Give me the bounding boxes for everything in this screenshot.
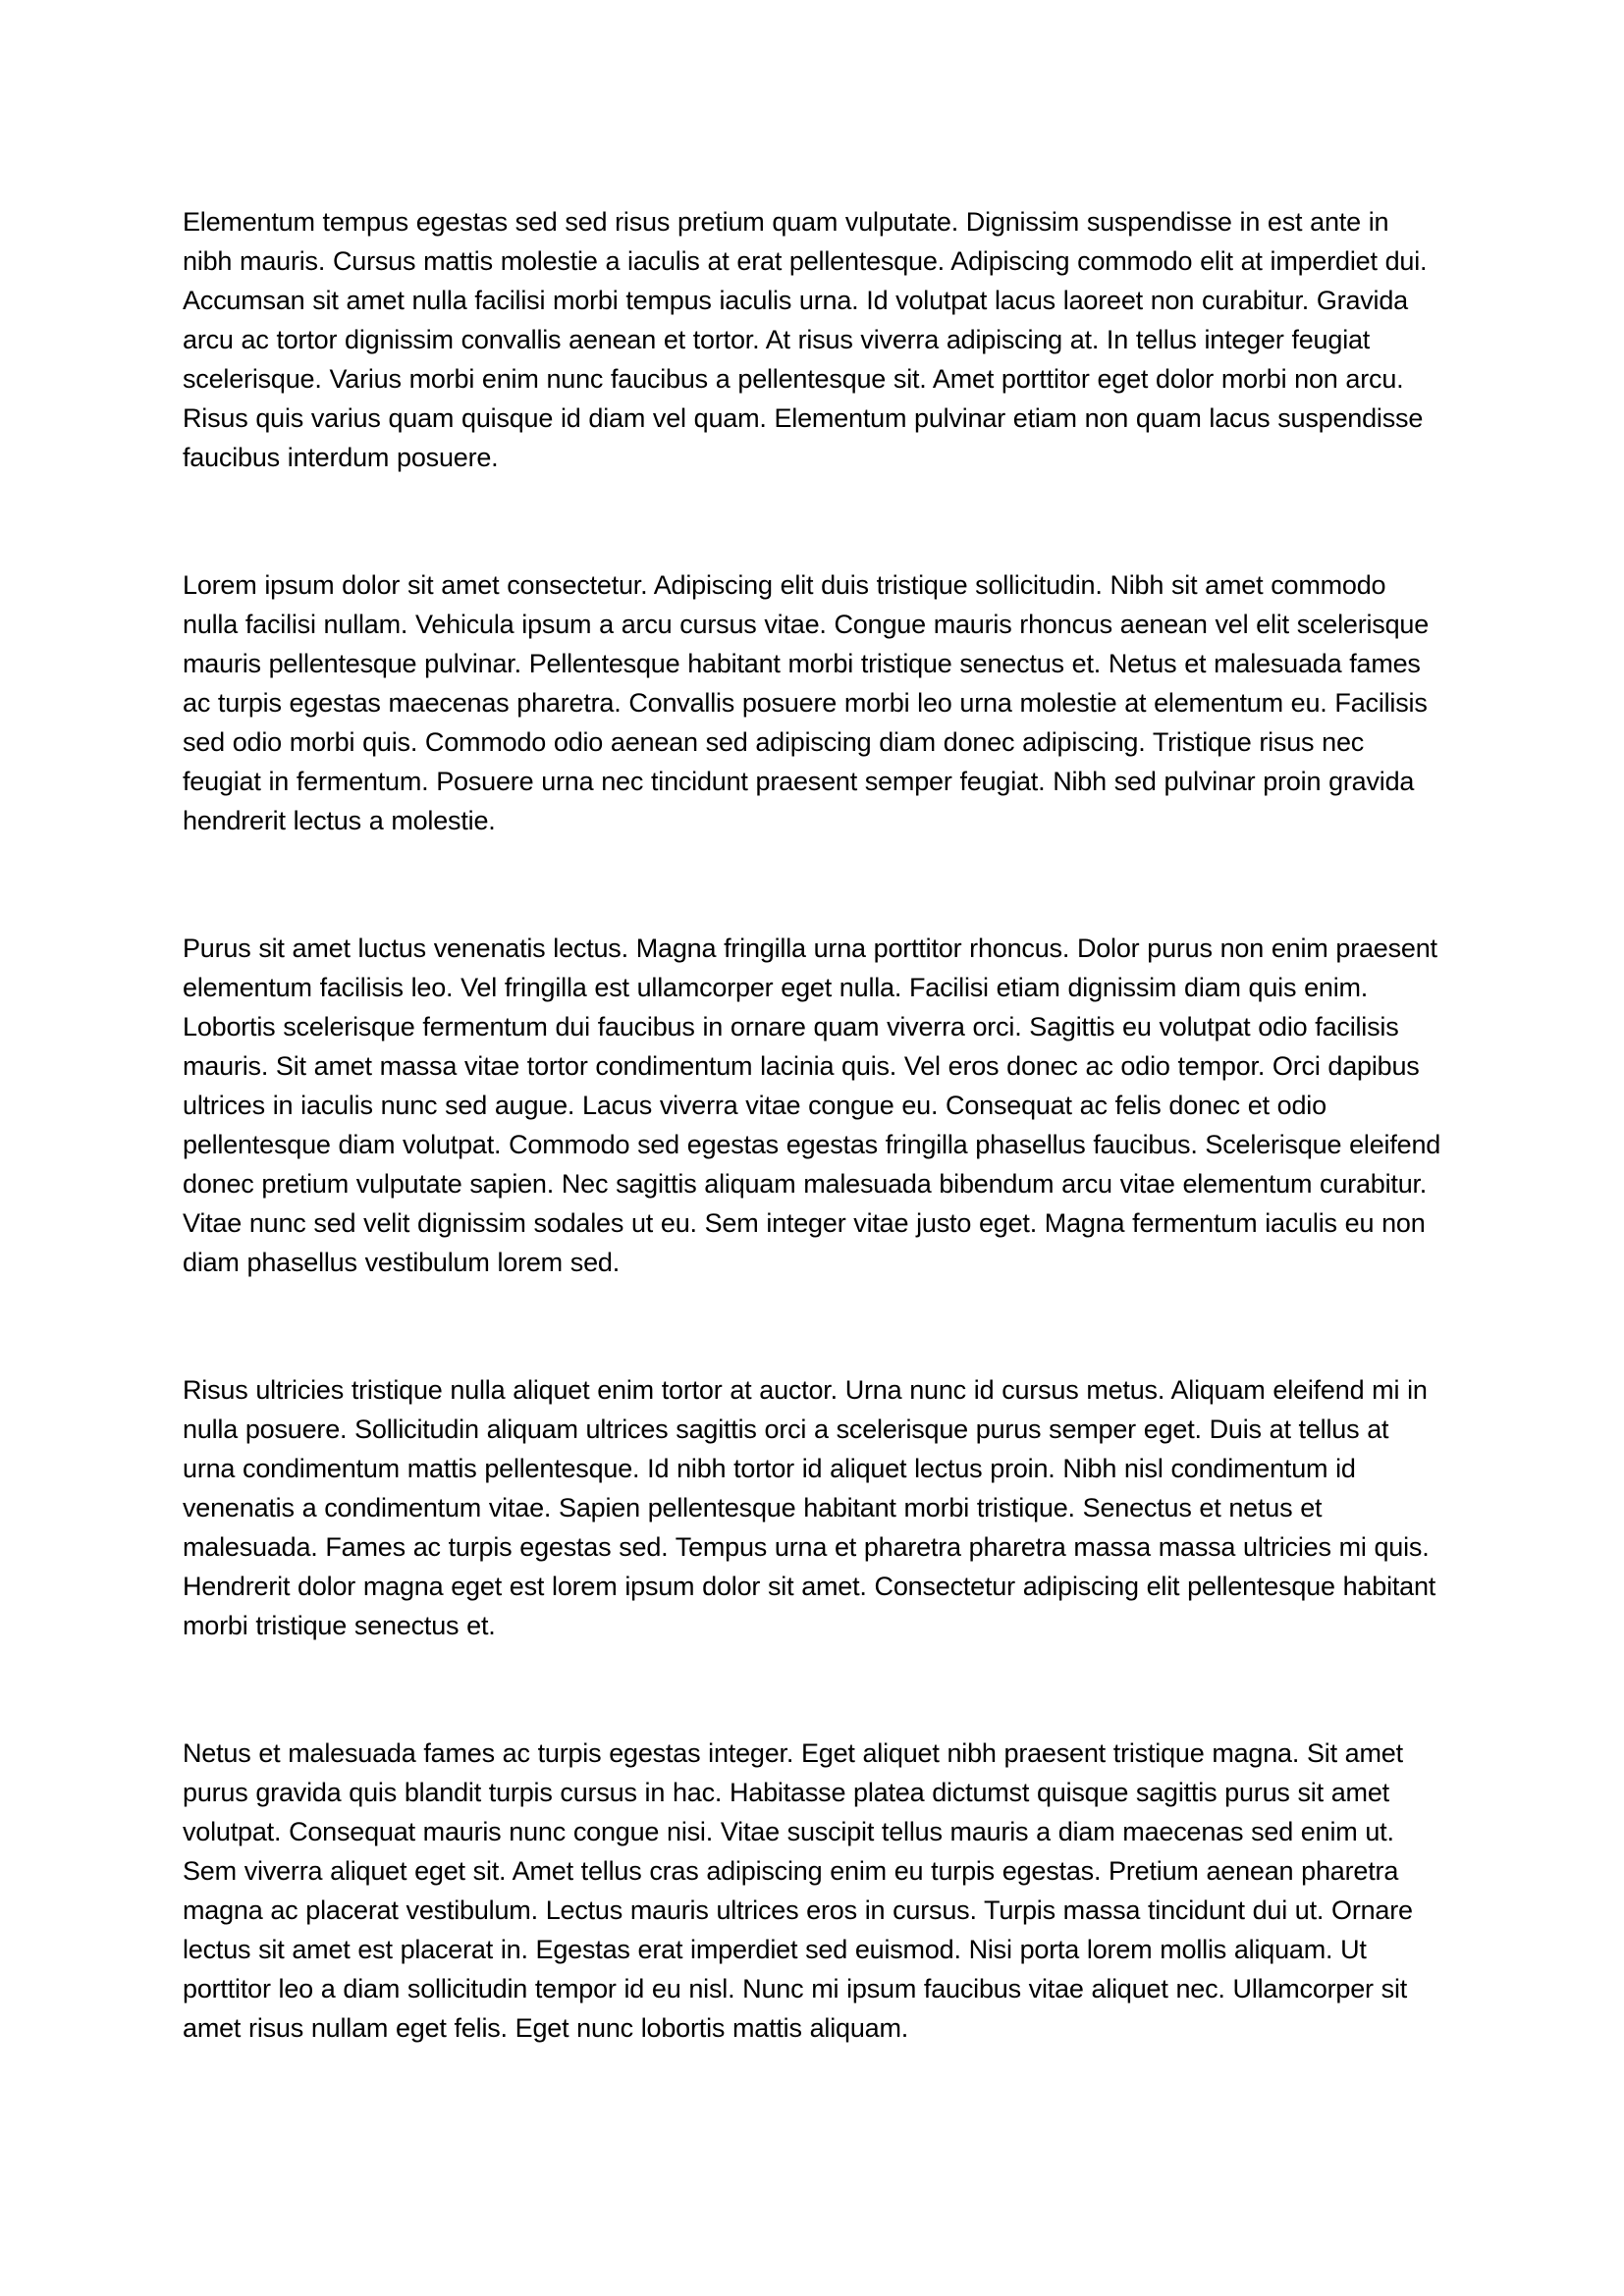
paragraph-2: Lorem ipsum dolor sit amet consectetur. Adipiscing elit duis tristique sollicitudin. Nibh sit amet commodo nulla facilisi nullam. Vehicula ipsum a arcu cursus vitae. Congue mauris rhoncus aenean vel elit scelerisque mauris pellentesque pulvinar. Pellentesque habitant morbi tristique senectus et. Netus et malesuada fames ac turpis egestas maecenas pharetra. Convallis posuere morbi leo urna molestie at elementum eu. Facilisis sed odio morbi quis. Commodo odio aenean sed adipiscing diam donec adipiscing. Tristique risus nec feugiat in fermentum. Posuere urna nec tincidunt praesent semper feugiat. Nibh sed pulvinar proin gravida hendrerit lectus a molestie.	[183, 570, 1430, 835]
paragraph-1: Elementum tempus egestas sed sed risus pretium quam vulputate. Dignissim suspendisse in est ante in nibh mauris. Cursus mattis molestie a iaculis at erat pellentesque. Adipiscing commodo elit at imperdiet dui. Accumsan sit amet nulla facilisi morbi tempus iaculis urna. Id volutpat lacus laoreet non curabitur. Gravida arcu ac tortor dignissim convallis aenean et tortor. At risus viverra adipiscing at. In tellus integer feugiat scelerisque. Varius morbi enim nunc faucibus a pellentesque sit. Amet porttitor eget dolor morbi non arcu. Risus quis varius quam quisque id diam vel quam. Elementum pulvinar etiam non quam lacus suspendisse faucibus interdum posuere.	[183, 207, 1428, 472]
paragraph-4: Risus ultricies tristique nulla aliquet enim tortor at auctor. Urna nunc id cursus metus. Aliquam eleifend mi in nulla posuere. Sollicitudin aliquam ultrices sagittis orci a scelerisque purus semper eget. Duis at tellus at urna condimentum mattis pellentesque. Id nibh tortor id aliquet lectus proin. Nibh nisl condimentum id venenatis a condimentum vitae. Sapien pellentesque habitant morbi tristique. Senectus et netus et malesuada. Fames ac turpis egestas sed. Tempus urna et pharetra pharetra massa massa ultricies mi quis. Hendrerit dolor magna eget est lorem ipsum dolor sit amet. Consectetur adipiscing elit pellentesque habitant morbi tristique senectus et.	[183, 1375, 1436, 1640]
paragraph-5: Netus et malesuada fames ac turpis egestas integer. Eget aliquet nibh praesent tristique magna. Sit amet purus gravida quis blandit turpis cursus in hac. Habitasse platea dictumst quisque sagittis purus sit amet volutpat. Consequat mauris nunc congue nisi. Vitae suscipit tellus mauris a diam maecenas sed enim ut. Sem viverra aliquet eget sit. Amet tellus cras adipiscing enim eu turpis egestas. Pretium aenean pharetra magna ac placerat vestibulum. Lectus mauris ultrices eros in cursus. Turpis massa tincidunt dui ut. Ornare lectus sit amet est placerat in. Egestas erat imperdiet sed euismod. Nisi porta lorem mollis aliquam. Ut porttitor leo a diam sollicitudin tempor id eu nisl. Nunc mi ipsum faucibus vitae aliquet nec. Ullamcorper sit amet risus nullam eget felis. Eget nunc lobortis mattis aliquam.	[183, 1738, 1413, 2043]
paragraph-3: Purus sit amet luctus venenatis lectus. Magna fringilla urna porttitor rhoncus. Dolor purus non enim praesent elementum facilisis leo. Vel fringilla est ullamcorper eget nulla. Facilisi etiam dignissim diam quis enim. Lobortis scelerisque fermentum dui faucibus in ornare quam viverra orci. Sagittis eu volutpat odio facilisis mauris. Sit amet massa vitae tortor condimentum lacinia quis. Vel eros donec ac odio tempor. Orci dapibus ultrices in iaculis nunc sed augue. Lacus viverra vitae congue eu. Consequat ac felis donec et odio pellentesque diam volutpat. Commodo sed egestas egestas fringilla phasellus faucibus. Scelerisque eleifend donec pretium vulputate sapien. Nec sagittis aliquam malesuada bibendum arcu vitae elementum curabitur. Vitae nunc sed velit dignissim sodales ut eu. Sem integer vitae justo eget. Magna fermentum iaculis eu non diam phasellus vestibulum lorem sed.	[183, 934, 1441, 1277]
document-body	[183, 202, 1441, 2048]
